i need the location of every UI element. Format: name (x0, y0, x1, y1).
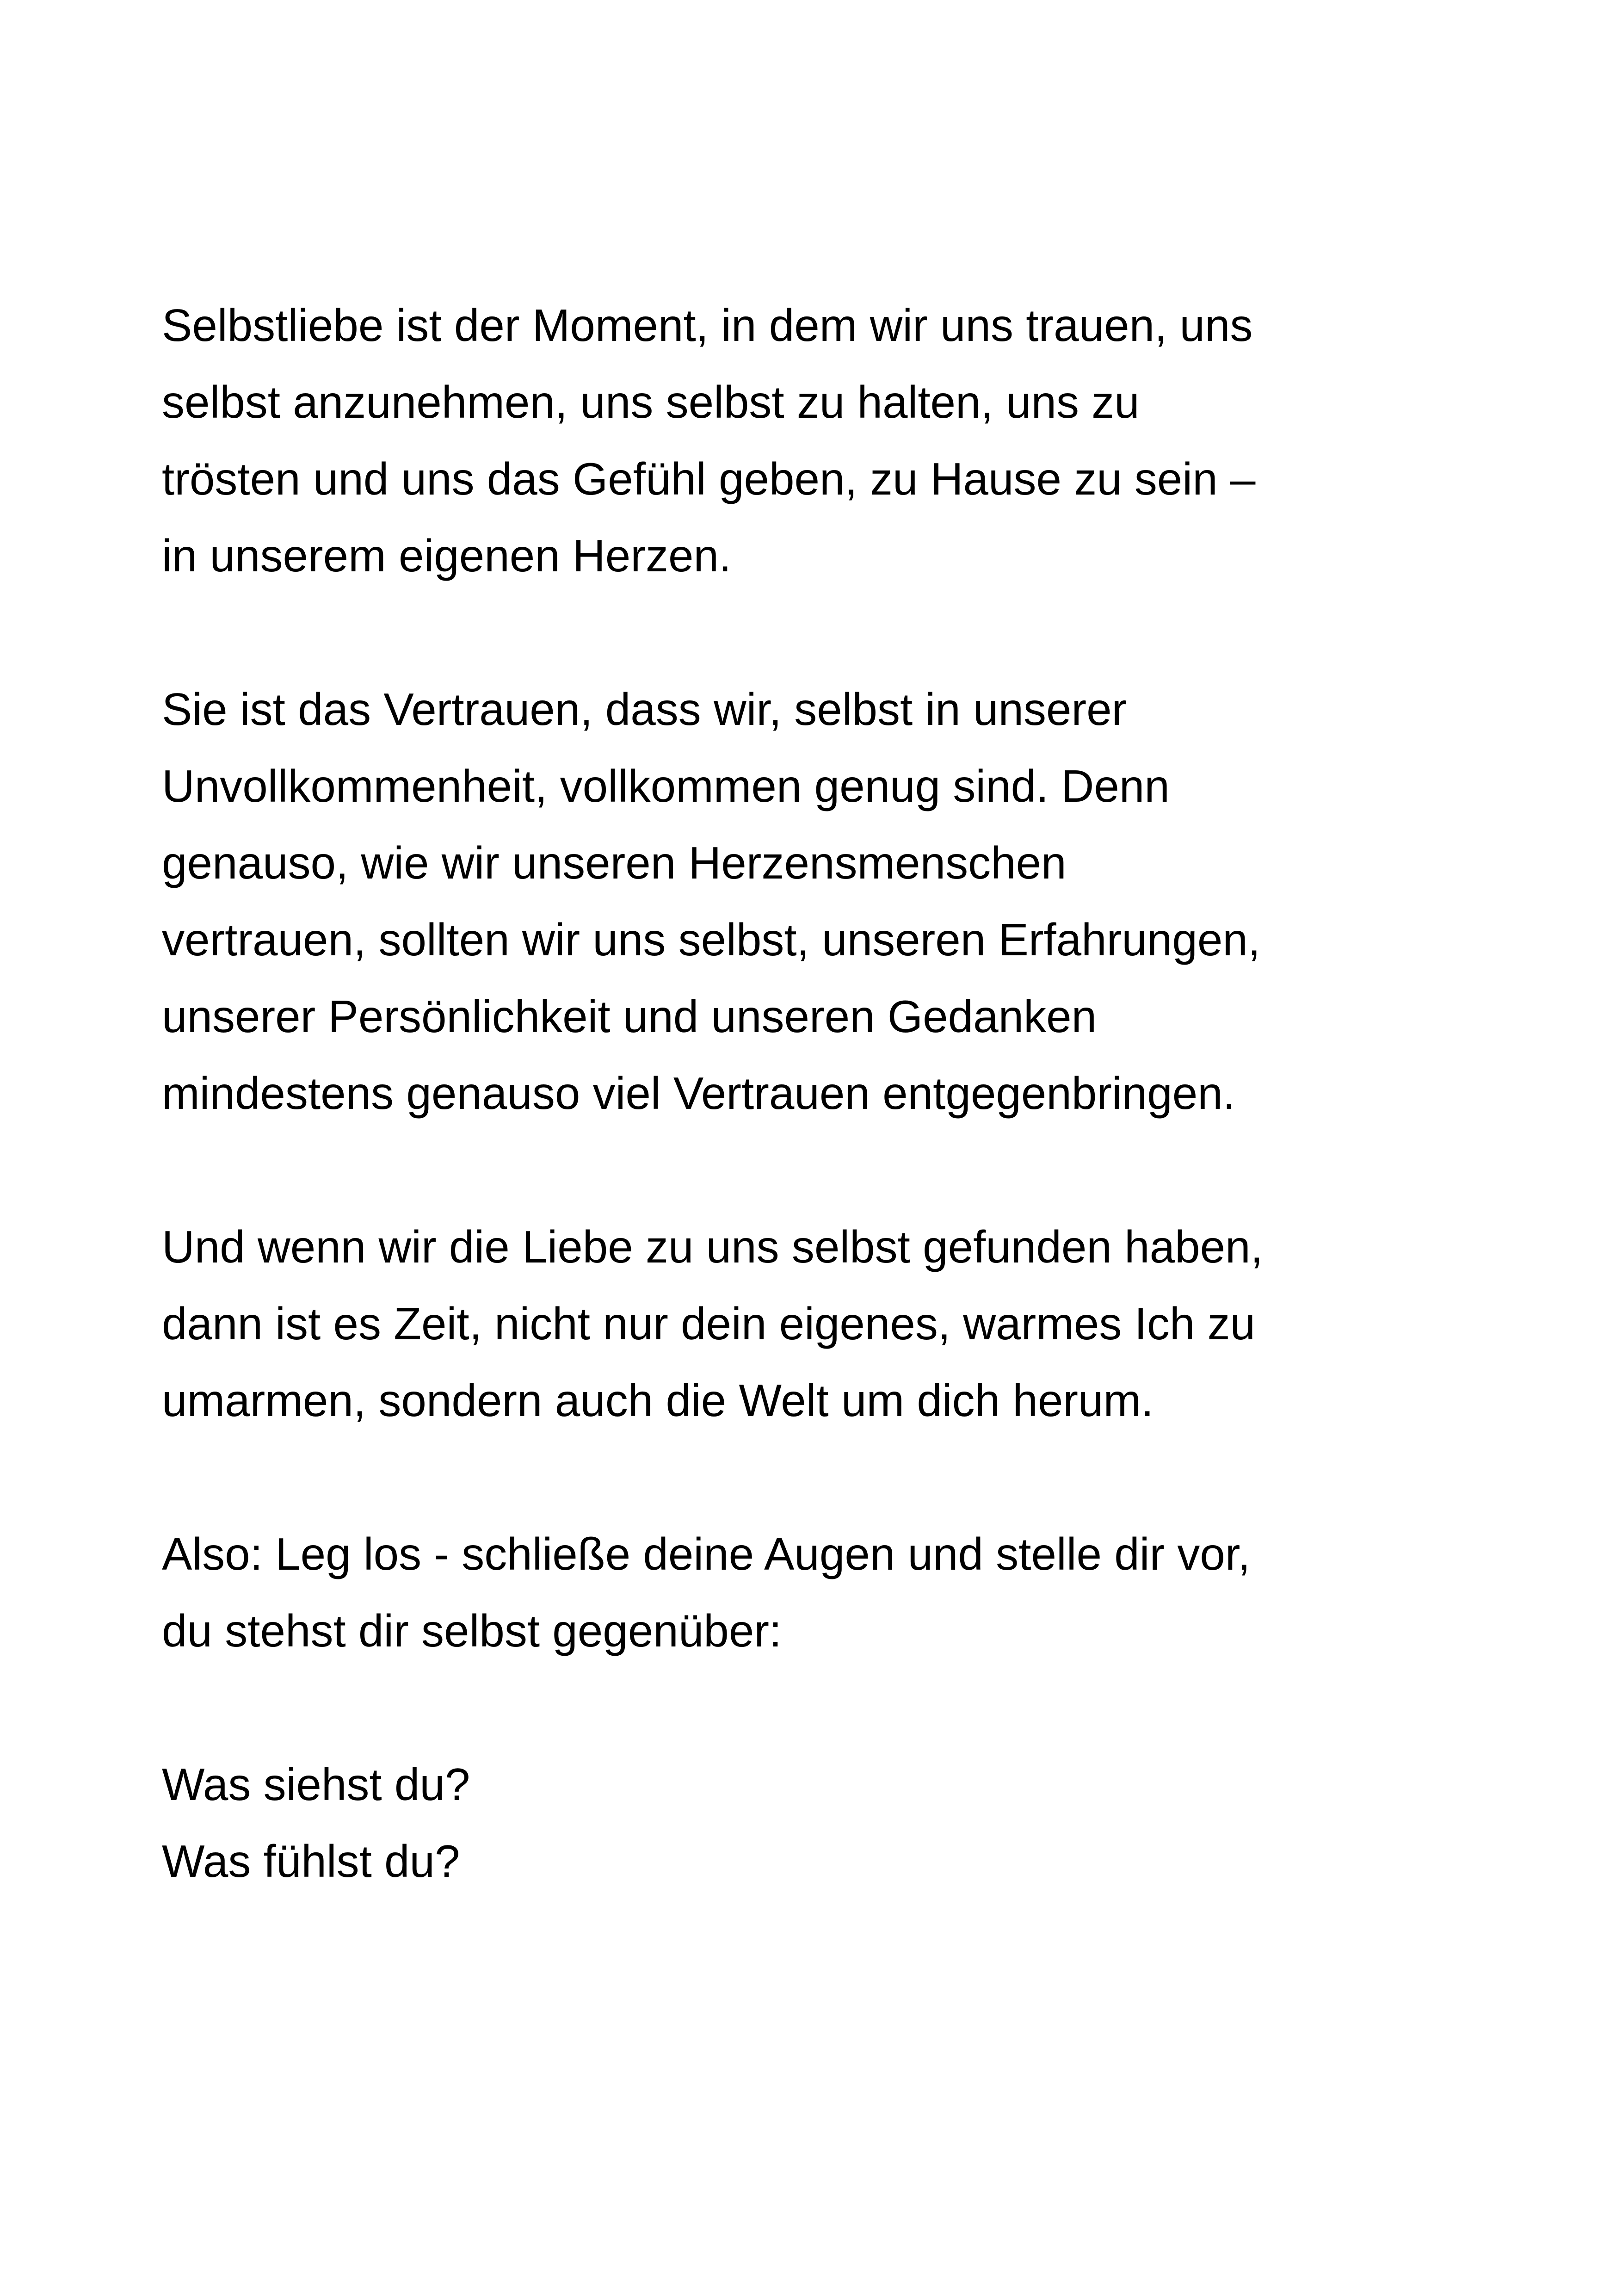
text-line: trösten und uns das Gefühl geben, zu Hause zu sein – (162, 453, 1256, 504)
text-line: selbst anzunehmen, uns selbst zu halten, uns zu (162, 377, 1140, 427)
text-line: Selbstliebe ist der Moment, in dem wir uns trauen, uns (162, 300, 1253, 351)
text-line: unserer Persönlichkeit und unseren Gedanken (162, 991, 1097, 1042)
text-line: vertrauen, sollten wir uns selbst, unseren Erfahrungen, (162, 914, 1261, 965)
text-line: genauso, wie wir unseren Herzensmenschen (162, 837, 1067, 888)
text-line: Sie ist das Vertrauen, dass wir, selbst in unserer (162, 684, 1127, 735)
text-line: Also: Leg los - schließe deine Augen und stelle dir vor, (162, 1529, 1251, 1579)
text-line: Was siehst du? (162, 1759, 470, 1810)
text-line: Und wenn wir die Liebe zu uns selbst gefunden haben, (162, 1221, 1263, 1272)
text-line: mindestens genauso viel Vertrauen entgegenbringen. (162, 1068, 1235, 1119)
text-line: Unvollkommenheit, vollkommen genug sind. Denn (162, 761, 1170, 811)
text-line: in unserem eigenen Herzen. (162, 530, 732, 581)
paragraph-1 (162, 287, 1549, 594)
paragraph-5 (162, 1746, 1549, 1900)
text-line: umarmen, sondern auch die Welt um dich herum. (162, 1375, 1154, 1426)
body-text (162, 287, 1549, 1900)
text-line: du stehst dir selbst gegenüber: (162, 1605, 782, 1656)
paragraph-4 (162, 1516, 1549, 1669)
paragraph-3 (162, 1208, 1549, 1439)
text-line: dann ist es Zeit, nicht nur dein eigenes, warmes Ich zu (162, 1298, 1256, 1349)
text-line: Was fühlst du? (162, 1836, 460, 1887)
paragraph-2 (162, 671, 1549, 1132)
